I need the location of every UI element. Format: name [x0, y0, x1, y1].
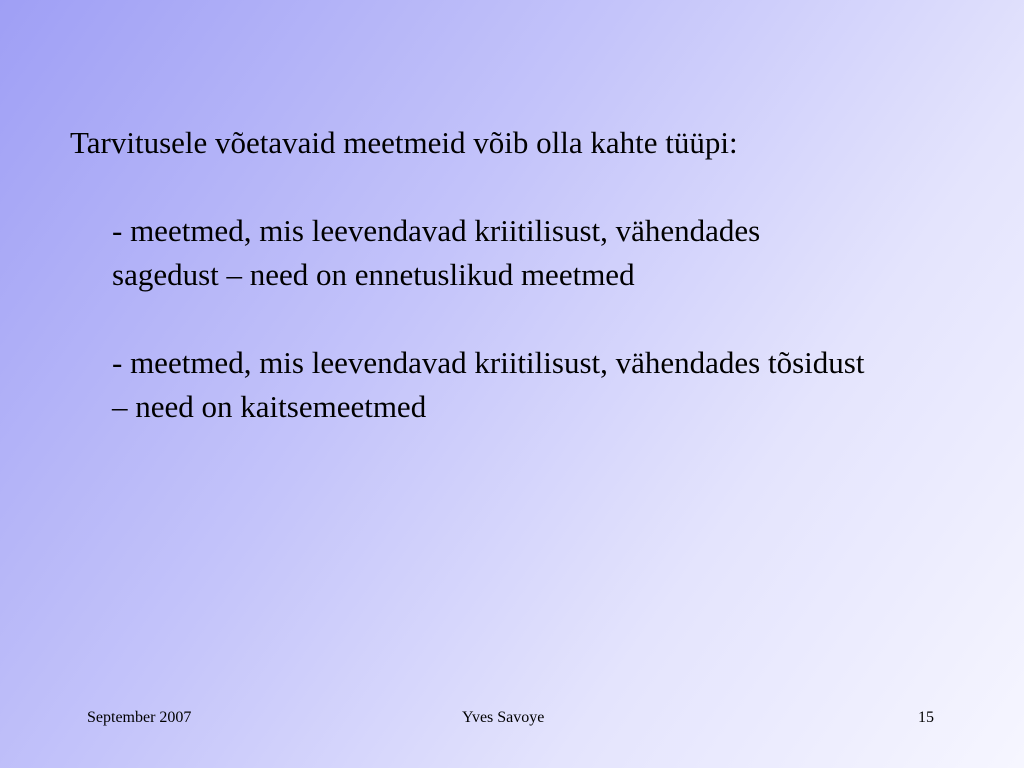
- slide-body: [70, 121, 870, 429]
- intro-paragraph: Tarvitusele võetavaid meetmeid võib olla kahte tüüpi:: [70, 125, 738, 160]
- footer-date: September 2007: [87, 709, 192, 726]
- measure-item-1: - meetmed, mis leevendavad kriitilisust, vähendades sagedust – need on ennetuslikud meetmed: [112, 213, 761, 292]
- measure-item-2: - meetmed, mis leevendavad kriitilisust, vähendades tõsidust – need on kaitsemeetmed: [112, 345, 865, 424]
- footer-page-number: 15: [918, 709, 934, 726]
- footer-author: Yves Savoye: [462, 709, 545, 726]
